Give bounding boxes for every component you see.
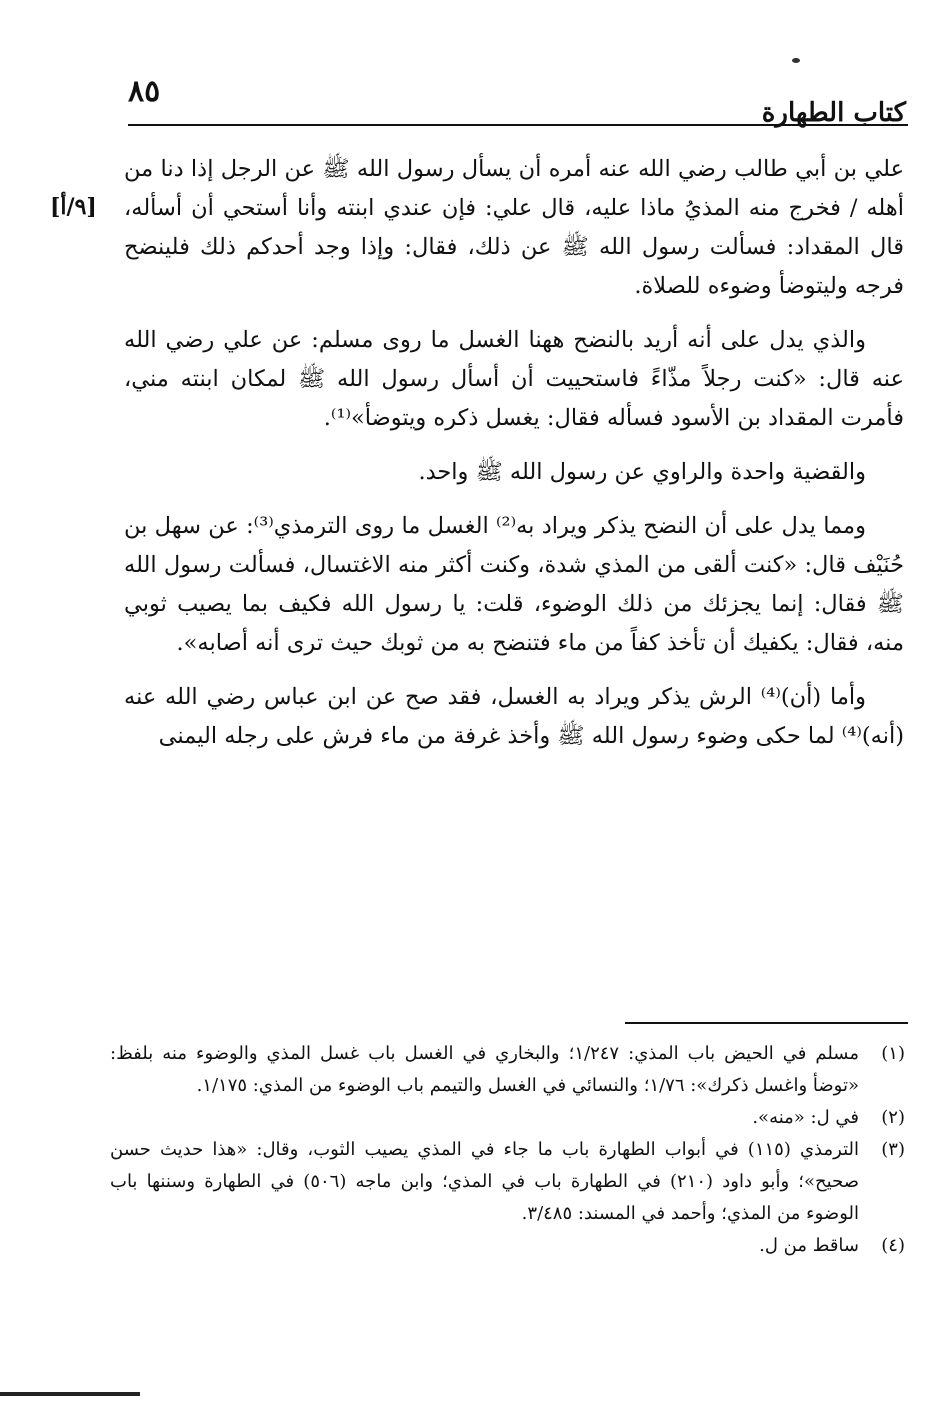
- paragraph: علي بن أبي طالب رضي الله عنه أمره أن يسأل رسول الله ﷺ عن الرجل إذا دنا من أهله / فخرج منه المذيُ ماذا عليه، قال علي: فإن عندي ابنته وأنا أستحي أن أسأله، قال المقداد: فسألت رسول الله ﷺ عن ذلك، فقال: وإذا وجد أحدكم ذلك فلينضح فرجه وليتوضأ وضوءه للصلاة.: [124, 156, 904, 299]
- main-text-body: [124, 150, 904, 771]
- footnote-number: (٢): [881, 1107, 905, 1128]
- footnote-number: (٣): [881, 1139, 905, 1160]
- paragraph: ومما يدل على أن النضح يذكر ويراد به⁽²⁾ الغسل ما روى الترمذي⁽³⁾: عن سهل بن حُنَيْف قال: «كنت ألقى من المذي شدة، وكنت أكثر منه الاغتسال، فسألت رسول الله ﷺ فقال: إنما يجزئك من ذلك الوضوء، قلت: يا رسول الله فكيف بما يصيب ثوبي منه، فقال: يكفيك أن تأخذ كفاً من ماء فتنضح به من ثوبك حيث ترى أنه أصابه».: [124, 513, 904, 656]
- footnote: [110, 1134, 905, 1230]
- paragraph: والقضية واحدة والراوي عن رسول الله ﷺ واحد.: [418, 459, 866, 485]
- page-number: ٨٥: [128, 74, 161, 109]
- header-divider: [128, 124, 908, 126]
- footnotes: [110, 1038, 905, 1262]
- paragraph: والذي يدل على أنه أريد بالنضح ههنا الغسل ما روى مسلم: عن علي رضي الله عنه قال: «كنت رجلاً مذّاءً فاستحييت أن أسأل رسول الله ﷺ لمكان ابنته مني، فأمرت المقداد بن الأسود فسأله فقال: يغسل ذكره ويتوضأ»⁽¹⁾.: [124, 327, 904, 431]
- footnote-text: ساقط من ل.: [759, 1235, 859, 1256]
- footnote-number: (١): [881, 1043, 905, 1064]
- scan-edge-mark: [0, 1392, 140, 1396]
- footnote: [110, 1102, 905, 1134]
- manuscript-folio-marker: [٩/أ]: [50, 194, 97, 220]
- footnote-text: في ل: «منه».: [752, 1107, 859, 1128]
- paragraph: وأما (أن)⁽⁴⁾ الرش يذكر ويراد به الغسل، فقد صح عن ابن عباس رضي الله عنه (أنه)⁽⁴⁾ لما حكى وضوء رسول الله ﷺ وأخذ غرفة من ماء فرش على رجله اليمنى: [124, 684, 904, 749]
- footnote: [110, 1038, 905, 1102]
- footnote-number: (٤): [881, 1235, 905, 1256]
- footnote-divider: [625, 1022, 908, 1024]
- scan-speck: [792, 58, 800, 63]
- footnote-text: مسلم في الحيض باب المذي: ١/٢٤٧؛ والبخاري في الغسل باب غسل المذي والوضوء منه بلفظ: «توضأ واغسل ذكرك»: ١/٧٦؛ والنسائي في الغسل والتيمم باب الوضوء من المذي: ١/١٧٥.: [110, 1043, 860, 1096]
- running-title: كتاب الطهارة: [761, 98, 906, 128]
- footnote-text: الترمذي (١١٥) في أبواب الطهارة باب ما جاء في المذي يصيب الثوب، وقال: «هذا حديث حسن صحيح»؛ وأبو داود (٢١٠) في الطهارة باب في المذي؛ وابن ماجه (٥٠٦) في الطهارة وسننها باب الوضوء من المذي؛ وأحمد في المسند: ٣/٤٨٥.: [110, 1139, 859, 1224]
- footnote: [110, 1230, 905, 1262]
